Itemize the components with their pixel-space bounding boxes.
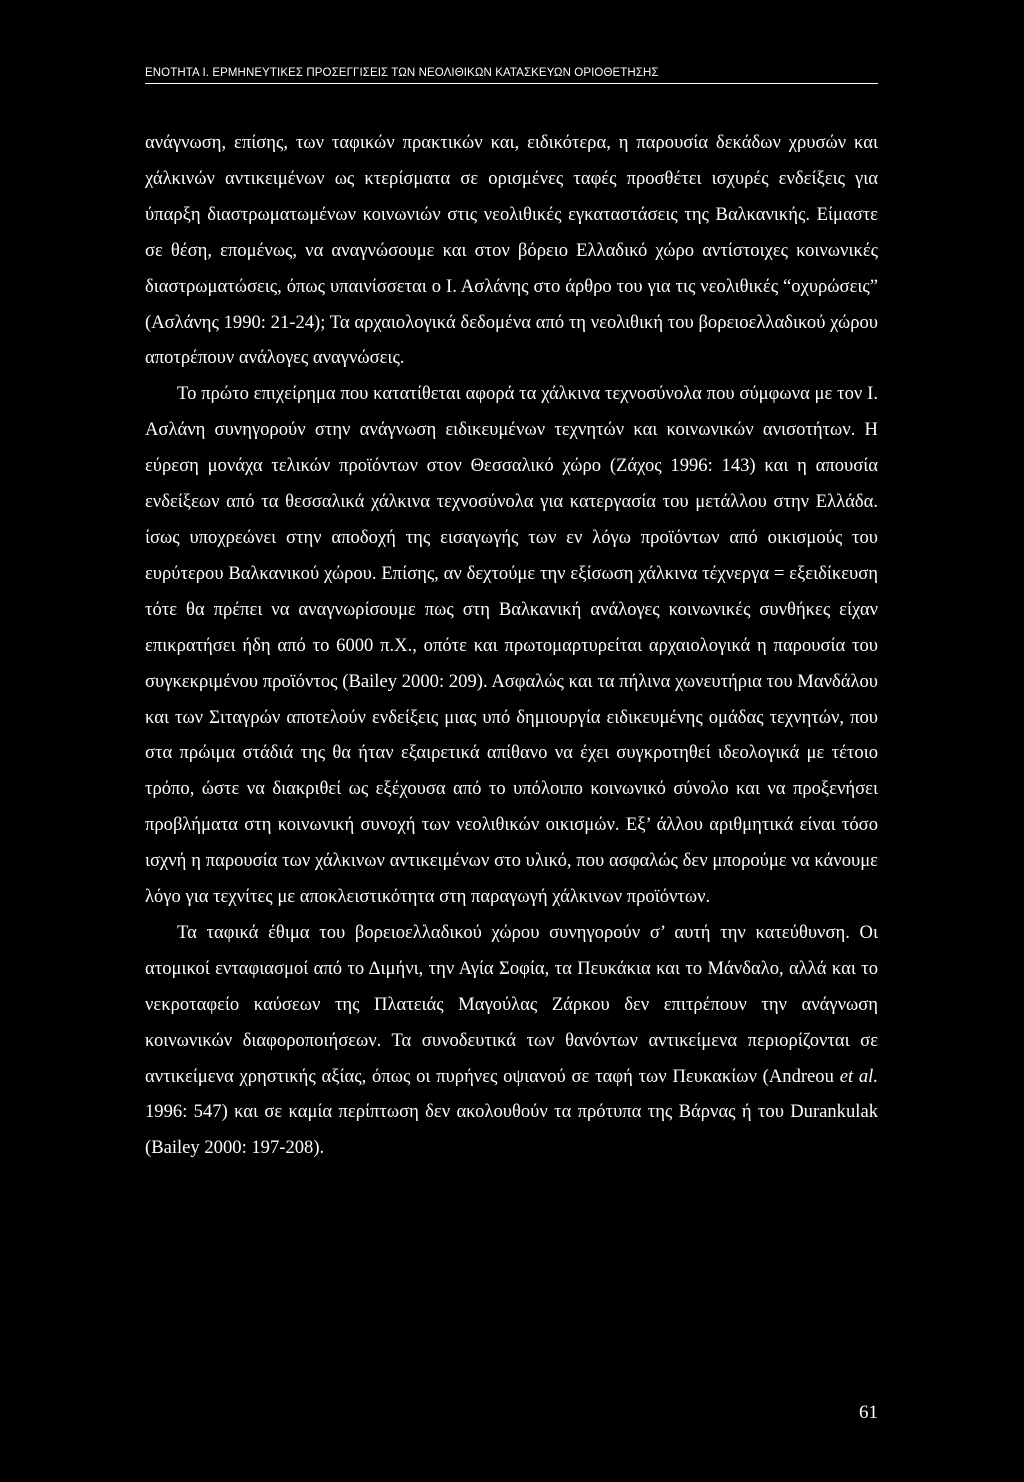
paragraph-3 <box>145 915 878 1166</box>
body-text <box>145 125 878 1166</box>
paragraph-3-italic: et al. <box>839 1065 878 1087</box>
paragraph-1: ανάγνωση, επίσης, των ταφικών πρακτικών και, ειδικότερα, η παρουσία δεκάδων χρυσών και χάλκινών αντικειμένων ως κτερίσματα σε ορισμένες ταφές προσθέτει ισχυρές ενδείξεις για ύπαρξη διαστρωματωμένων κοινωνιών στις νεολιθικές εγκαταστάσεις της Βαλκανικής. Είμαστε σε θέση, επομένως, να αναγνώσουμε και στον βόρειο Ελλαδικό χώρο αντίστοιχες κοινωνικές διαστρωματώσεις, όπως υπαινίσσεται ο Ι. Ασλάνης στο άρθρο του για τις νεολιθικές “οχυρώσεις” (Ασλάνης 1990: 21-24); Τα αρχαιολογικά δεδομένα από τη νεολιθική του βορειοελλαδικού χώρου αποτρέπουν ανάλογες αναγνώσεις. <box>145 132 878 369</box>
paragraph-3-text-a: Τα ταφικά έθιμα του βορειοελλαδικού χώρου συνηγορούν σ’ αυτή την κατεύθυνση. Οι ατομικοί ενταφιασμοί από το Διμήνι, την Αγία Σοφία, τα Πευκάκια και το Μάνδαλο, αλλά και το νεκροταφείο καύσεων της Πλατειάς Μαγούλας Ζάρκου δεν επιτρέπουν την ανάγνωση κοινωνικών διαφοροποιήσεων. Τα συνοδευτικά των θανόντων αντικείμενα περιορίζονται σε αντικείμενα χρηστικής αξίας, όπως οι πυρήνες οψιανού σε ταφή των Πευκακίων (Andreou <box>145 921 878 1087</box>
header-rule <box>145 83 878 84</box>
running-header: ΕΝΟΤΗΤΑ Ι. ΕΡΜΗΝΕΥΤΙΚΕΣ ΠΡΟΣΕΓΓΙΣΕΙΣ ΤΩΝ ΝΕΟΛΙΘΙΚΩΝ ΚΑΤΑΣΚΕΥΩΝ ΟΡΙΟΘΕΤΗΣΗΣ <box>145 67 659 79</box>
paragraph-3-text-b: 1996: 547) και σε καμία περίπτωση δεν ακολουθούν τα πρότυπα της Βάρνας ή του Durankulak (Bailey 2000: 197-208). <box>145 1101 878 1159</box>
paragraph-2: Το πρώτο επιχείρημα που κατατίθεται αφορά τα χάλκινα τεχνοσύνολα που σύμφωνα με τον Ι. Ασλάνη συνηγορούν στην ανάγνωση ειδικευμένων τεχνητών και κοινωνικών ανισοτήτων. Η εύρεση μονάχα τελικών προϊόντων στον Θεσσαλικό χώρο (Ζάχος 1996: 143) και η απουσία ενδείξεων από τα θεσσαλικά χάλκινα τεχνοσύνολα για κατεργασία του μετάλλου στην Ελλάδα. ίσως υποχρεώνει στην αποδοχή της εισαγωγής των εν λόγω προϊόντων από οικισμούς του ευρύτερου Βαλκανικού χώρου. Επίσης, αν δεχτούμε την εξίσωση χάλκινα τέχνεργα = εξειδίκευση τότε θα πρέπει να αναγνωρίσουμε πως στη Βαλκανική ανάλογες κοινωνικές συνθήκες είχαν επικρατήσει ήδη από το 6000 π.Χ., οπότε και πρωτομαρτυρείται αρχαιολογικά η παρουσία του συγκεκριμένου προϊόντος (Bailey 2000: 209). Ασφαλώς και τα πήλινα χωνευτήρια του Μανδάλου και των Σιταγρών αποτελούν ενδείξεις μιας υπό δημιουργία ειδικευμένης ομάδας τεχνητών, που στα πρώιμα στάδιά της θα ήταν εξαιρετικά απίθανο να έχει συγκροτηθεί ιδεολογικά με τέτοιο τρόπο, ώστε να διακριθεί ως εξέχουσα από το υπόλοιπο κοινωνικό σύνολο και να προξενήσει προβλήματα στη κοινωνική συνοχή των νεολιθικών οικισμών. Εξ’ άλλου αριθμητικά είναι τόσο ισχνή η παρουσία των χάλκινων αντικειμένων στο υλικό, που ασφαλώς δεν μπορούμε να κάνουμε λόγο για τεχνίτες με αποκλειστικότητα στη παραγωγή χάλκινων προϊόντων. <box>145 383 878 908</box>
page-number: 61 <box>859 1402 878 1423</box>
